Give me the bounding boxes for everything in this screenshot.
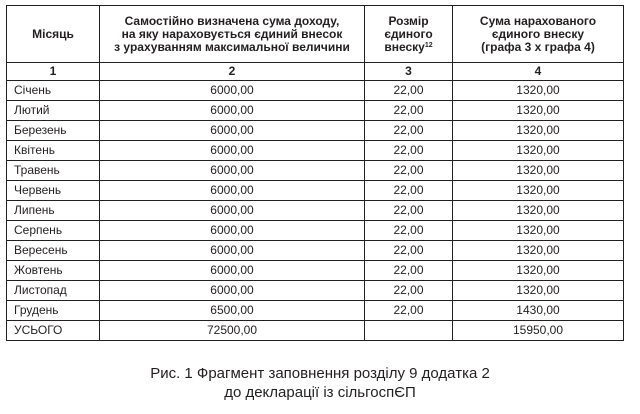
- table-row: [7, 261, 624, 281]
- month-cell: Жовтень: [7, 261, 100, 281]
- table-row: [7, 161, 624, 181]
- column-number: 3: [365, 63, 453, 81]
- table-row: [7, 221, 624, 241]
- contribution-cell: 1320,00: [453, 101, 624, 121]
- rate-cell: 22,00: [365, 161, 453, 181]
- income-cell: 6000,00: [100, 261, 365, 281]
- table-row: [7, 141, 624, 161]
- contribution-cell: 1320,00: [453, 161, 624, 181]
- table-row: [7, 201, 624, 221]
- month-cell: Червень: [7, 181, 100, 201]
- header-income: Самостійно визначена сума доходу, на яку нараховується єдиний внесок з урахуванням максимальної величини: [100, 6, 365, 63]
- month-cell: Травень: [7, 161, 100, 181]
- contribution-cell: 1320,00: [453, 81, 624, 101]
- column-number: 4: [453, 63, 624, 81]
- header-rate: [365, 6, 453, 63]
- contribution-cell: 1320,00: [453, 201, 624, 221]
- income-cell: 72500,00: [100, 321, 365, 341]
- column-number: 2: [100, 63, 365, 81]
- rate-cell: 22,00: [365, 181, 453, 201]
- month-cell: Квітень: [7, 141, 100, 161]
- rate-cell: 22,00: [365, 261, 453, 281]
- income-cell: 6000,00: [100, 241, 365, 261]
- rate-cell: 22,00: [365, 141, 453, 161]
- month-cell: Липень: [7, 201, 100, 221]
- rate-cell: 22,00: [365, 221, 453, 241]
- income-cell: 6000,00: [100, 161, 365, 181]
- column-number: 1: [7, 63, 100, 81]
- table-row: [7, 81, 624, 101]
- contribution-cell: 15950,00: [453, 321, 624, 341]
- table-row: [7, 241, 624, 261]
- rate-cell: [365, 321, 453, 341]
- month-cell: УСЬОГО: [7, 321, 100, 341]
- header-rate-text: Розмір єдиного внеску: [384, 13, 433, 54]
- month-cell: Грудень: [7, 301, 100, 321]
- income-cell: 6000,00: [100, 201, 365, 221]
- table-row: [7, 321, 624, 341]
- rate-cell: 22,00: [365, 241, 453, 261]
- footnote-marker: 12: [424, 41, 433, 49]
- contribution-cell: 1430,00: [453, 301, 624, 321]
- table-row: [7, 301, 624, 321]
- contribution-cell: 1320,00: [453, 141, 624, 161]
- table-row: [7, 181, 624, 201]
- table-row: [7, 281, 624, 301]
- figure-caption: [0, 364, 640, 402]
- contribution-cell: 1320,00: [453, 281, 624, 301]
- rate-cell: 22,00: [365, 281, 453, 301]
- rate-cell: 22,00: [365, 301, 453, 321]
- income-cell: 6000,00: [100, 101, 365, 121]
- contribution-cell: 1320,00: [453, 181, 624, 201]
- contribution-cell: 1320,00: [453, 261, 624, 281]
- income-cell: 6000,00: [100, 281, 365, 301]
- income-cell: 6500,00: [100, 301, 365, 321]
- header-month: Місяць: [7, 6, 100, 63]
- table-row: [7, 121, 624, 141]
- contribution-table: [6, 5, 624, 341]
- rate-cell: 22,00: [365, 81, 453, 101]
- income-cell: 6000,00: [100, 81, 365, 101]
- column-number-row: [7, 63, 624, 81]
- income-cell: 6000,00: [100, 181, 365, 201]
- contribution-cell: 1320,00: [453, 241, 624, 261]
- caption-line-2: до декларації із сільгоспЄП: [224, 384, 416, 401]
- month-cell: Січень: [7, 81, 100, 101]
- income-cell: 6000,00: [100, 121, 365, 141]
- contribution-cell: 1320,00: [453, 221, 624, 241]
- rate-cell: 22,00: [365, 101, 453, 121]
- caption-line-1: Рис. 1 Фрагмент заповнення розділу 9 додатка 2: [150, 365, 490, 382]
- income-cell: 6000,00: [100, 221, 365, 241]
- table-header-row: [7, 6, 624, 63]
- month-cell: Лютий: [7, 101, 100, 121]
- table-body: [7, 63, 624, 341]
- month-cell: Вересень: [7, 241, 100, 261]
- header-contribution: Сума нарахованого єдиного внеску (графа 3 х графа 4): [453, 6, 624, 63]
- month-cell: Березень: [7, 121, 100, 141]
- month-cell: Серпень: [7, 221, 100, 241]
- month-cell: Листопад: [7, 281, 100, 301]
- rate-cell: 22,00: [365, 121, 453, 141]
- income-cell: 6000,00: [100, 141, 365, 161]
- rate-cell: 22,00: [365, 201, 453, 221]
- table-row: [7, 101, 624, 121]
- contribution-cell: 1320,00: [453, 121, 624, 141]
